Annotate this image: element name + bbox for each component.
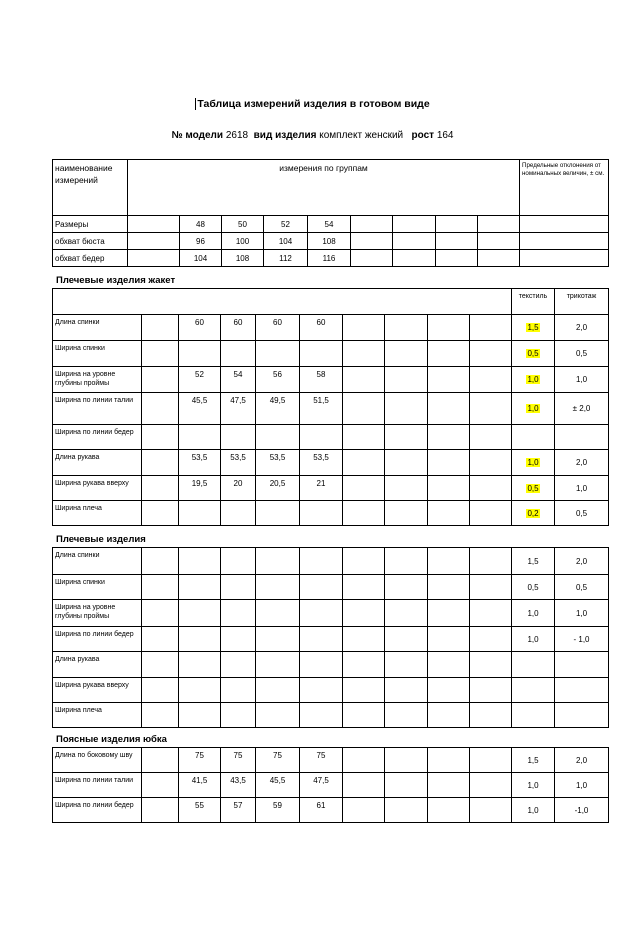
measure-row [53,341,609,367]
empty-cell [436,233,478,250]
value-cell: 56 [256,367,300,393]
textile-tolerance: 1,5 [512,548,555,575]
model-info [0,130,625,141]
row-label: Размеры [53,216,128,233]
value-cell [256,627,300,652]
measure-row [53,703,609,728]
empty-cell [343,548,385,575]
value-cell: 75 [300,748,343,773]
measure-row [53,476,609,501]
value-cell: 57 [221,798,256,823]
model-label: № модели [171,130,224,141]
empty-cell [470,450,512,476]
value-cell [300,341,343,367]
value-cell [256,600,300,627]
empty-cell [142,367,179,393]
height-value: 164 [436,130,454,141]
empty-cell [343,652,385,678]
value-cell: 100 [222,233,264,250]
value-cell: 58 [300,367,343,393]
value-cell [221,548,256,575]
textile-tolerance: 0,2 [512,501,555,526]
empty-cell [142,315,179,341]
type-label: вид изделия [253,130,317,141]
value-cell: 75 [256,748,300,773]
value-cell: 60 [221,315,256,341]
empty-cell [142,600,179,627]
tolerance-header: Предельные отклонения от номинальных величин, ± см. [520,160,609,216]
row-label: Ширина спинки [53,575,142,600]
value-cell [300,575,343,600]
row-label: Ширина спинки [53,341,142,367]
empty-cell [478,216,520,233]
empty-cell [343,450,385,476]
row-label: Длина спинки [53,548,142,575]
empty-cell [142,450,179,476]
measure-row [53,627,609,652]
value-cell [221,600,256,627]
textile-tolerance [512,678,555,703]
value-cell: 52 [179,367,221,393]
measure-row [53,678,609,703]
value-cell [221,341,256,367]
empty-cell [428,315,470,341]
empty-cell [343,575,385,600]
empty-cell [343,393,385,425]
value-cell: 104 [180,250,222,267]
empty-cell [428,678,470,703]
textile-tolerance: 1,0 [512,393,555,425]
empty-cell [343,627,385,652]
row-label: Длина по боковому шву [53,748,142,773]
textile-tolerance: 1,0 [512,450,555,476]
empty-cell [470,798,512,823]
row-label: обхват бедер [53,250,128,267]
col-textile: текстиль [512,289,555,315]
value-cell: 50 [222,216,264,233]
col-knit: трикотаж [555,289,609,315]
empty-cell [520,233,609,250]
value-cell: 20,5 [256,476,300,501]
value-cell: 54 [308,216,351,233]
groups-header: измерения по группам [128,160,520,216]
empty-cell [470,501,512,526]
value-cell: 75 [179,748,221,773]
textile-tolerance: 1,5 [512,748,555,773]
empty-cell [428,393,470,425]
value-cell [179,627,221,652]
empty-cell [520,216,609,233]
row-label: Длина спинки [53,315,142,341]
textile-tolerance: 0,5 [512,341,555,367]
measure-row [53,367,609,393]
value-cell [221,703,256,728]
measure-row [53,425,609,450]
row-label: Ширина плеча [53,703,142,728]
row-label: Ширина по линии талии [53,393,142,425]
empty-cell [343,476,385,501]
knit-tolerance [555,678,609,703]
measure-row [53,393,609,425]
empty-cell [142,773,179,798]
empty-cell [428,748,470,773]
empty-cell [343,315,385,341]
empty-cell [393,250,436,267]
value-cell [256,575,300,600]
empty-cell [428,600,470,627]
knit-tolerance: 1,0 [555,773,609,798]
textile-tolerance: 0,5 [512,476,555,501]
knit-tolerance: -1,0 [555,798,609,823]
empty-cell [142,703,179,728]
empty-cell [393,216,436,233]
value-cell: 53,5 [256,450,300,476]
measure-row [53,748,609,773]
value-cell [179,425,221,450]
empty-cell [470,678,512,703]
section3-title: Поясные изделия юбка [56,734,167,745]
value-cell [179,600,221,627]
value-cell [179,678,221,703]
value-cell [300,627,343,652]
empty-cell [343,367,385,393]
value-cell: 116 [308,250,351,267]
measure-row [53,600,609,627]
empty-cell [385,501,428,526]
empty-cell [385,425,428,450]
knit-tolerance: 1,0 [555,600,609,627]
knit-tolerance [555,652,609,678]
empty-cell [351,250,393,267]
row-label: Ширина по линии бедер [53,798,142,823]
value-cell [221,627,256,652]
empty-cell [428,703,470,728]
row-label: Ширина рукава вверху [53,476,142,501]
row-label: Ширина на уровне глубины проймы [53,600,142,627]
empty-cell [470,315,512,341]
empty-cell [142,425,179,450]
textile-tolerance [512,703,555,728]
value-cell: 45,5 [256,773,300,798]
row-label: обхват бюста [53,233,128,250]
value-cell [179,703,221,728]
empty-cell [470,773,512,798]
empty-cell [428,652,470,678]
knit-tolerance: 0,5 [555,575,609,600]
page-title: Таблица измерений изделия в готовом виде [197,98,430,110]
value-cell [256,341,300,367]
empty-cell [428,575,470,600]
textile-tolerance [512,425,555,450]
empty-cell [385,703,428,728]
value-cell: 75 [221,748,256,773]
section1-table [52,288,609,526]
empty-cell [351,233,393,250]
knit-tolerance: ± 2,0 [555,393,609,425]
value-cell: 108 [308,233,351,250]
measure-row [53,548,609,575]
row-label: Ширина плеча [53,501,142,526]
model-value: 2618 [225,130,249,141]
empty-cell [385,748,428,773]
measure-row [53,798,609,823]
empty-cell [142,393,179,425]
value-cell [300,548,343,575]
empty-cell [385,315,428,341]
value-cell: 61 [300,798,343,823]
empty-cell [470,748,512,773]
value-cell: 54 [221,367,256,393]
empty-cell [385,773,428,798]
empty-cell [393,233,436,250]
value-cell [300,652,343,678]
value-cell: 112 [264,250,308,267]
value-cell: 41,5 [179,773,221,798]
empty-cell [128,216,180,233]
empty-cell [470,703,512,728]
empty-cell [385,575,428,600]
value-cell [300,501,343,526]
empty-cell [428,548,470,575]
empty-cell [385,476,428,501]
header-row [53,216,609,233]
height-label: рост [411,130,435,141]
value-cell: 53,5 [300,450,343,476]
knit-tolerance: 0,5 [555,501,609,526]
empty-cell [470,627,512,652]
empty-cell [343,425,385,450]
empty-cell [385,678,428,703]
empty-cell [436,216,478,233]
value-cell [256,652,300,678]
value-cell [256,678,300,703]
value-cell: 20 [221,476,256,501]
empty-cell [142,476,179,501]
row-label: Длина рукава [53,450,142,476]
name-header: наименование измерений [53,160,128,216]
empty-cell [385,652,428,678]
empty-cell [385,450,428,476]
textile-tolerance: 1,0 [512,798,555,823]
empty-cell [142,341,179,367]
empty-cell [428,341,470,367]
knit-tolerance: 2,0 [555,748,609,773]
section3-table [52,747,609,823]
empty-cell [428,501,470,526]
empty-cell [470,575,512,600]
empty-cell [385,341,428,367]
measure-row [53,315,609,341]
empty-cell [428,798,470,823]
value-cell: 60 [256,315,300,341]
section1-title: Плечевые изделия жакет [56,275,176,286]
value-cell [221,501,256,526]
value-cell: 53,5 [179,450,221,476]
empty-cell [428,476,470,501]
empty-cell [142,575,179,600]
header-table [52,159,609,267]
value-cell [300,600,343,627]
knit-tolerance: 2,0 [555,450,609,476]
value-cell: 108 [222,250,264,267]
header-row [53,233,609,250]
empty-cell [142,798,179,823]
value-cell [256,425,300,450]
value-cell [221,678,256,703]
empty-cell [385,600,428,627]
empty-cell [428,367,470,393]
measure-row [53,652,609,678]
empty-cell [385,548,428,575]
value-cell: 53,5 [221,450,256,476]
empty-cell [343,703,385,728]
textile-tolerance: 1,0 [512,600,555,627]
header-row [53,250,609,267]
value-cell [300,703,343,728]
value-cell: 48 [180,216,222,233]
empty-cell [428,425,470,450]
value-cell [221,575,256,600]
value-cell [256,548,300,575]
empty-cell [478,250,520,267]
value-cell: 47,5 [300,773,343,798]
empty-cell [343,501,385,526]
knit-tolerance: 2,0 [555,548,609,575]
measure-row [53,501,609,526]
value-cell: 60 [300,315,343,341]
value-cell: 55 [179,798,221,823]
textile-tolerance: 1,0 [512,627,555,652]
textile-tolerance: 1,0 [512,367,555,393]
empty-cell [343,748,385,773]
section2-title: Плечевые изделия [56,534,146,545]
empty-cell [142,627,179,652]
empty-cell [520,250,609,267]
value-cell: 52 [264,216,308,233]
row-label: Ширина на уровне глубины проймы [53,367,142,393]
empty-cell [385,627,428,652]
textile-tolerance: 0,5 [512,575,555,600]
textile-tolerance: 1,5 [512,315,555,341]
empty-cell [142,548,179,575]
textile-tolerance [512,652,555,678]
empty-cell [142,748,179,773]
empty-cell [343,678,385,703]
value-cell: 21 [300,476,343,501]
value-cell: 59 [256,798,300,823]
value-cell [179,501,221,526]
empty-cell [470,341,512,367]
row-label: Ширина по линии бедер [53,627,142,652]
empty-cell [428,450,470,476]
row-label: Ширина рукава вверху [53,678,142,703]
empty-cell [470,600,512,627]
value-cell [300,425,343,450]
value-cell [221,652,256,678]
value-cell [179,548,221,575]
type-value: комплект женский [319,130,404,141]
empty-cell [343,773,385,798]
value-cell: 19,5 [179,476,221,501]
empty-cell [385,367,428,393]
measure-row [53,575,609,600]
empty-cell [470,393,512,425]
empty-cell [128,250,180,267]
value-cell: 45,5 [179,393,221,425]
value-cell: 104 [264,233,308,250]
knit-tolerance: 1,0 [555,476,609,501]
empty-cell [343,798,385,823]
knit-tolerance: 0,5 [555,341,609,367]
empty-cell [478,233,520,250]
empty-cell [142,501,179,526]
row-label: Ширина по линии талии [53,773,142,798]
value-cell [179,652,221,678]
empty-cell [428,627,470,652]
empty-cell [385,798,428,823]
row-label: Ширина по линии бедер [53,425,142,450]
value-cell [256,703,300,728]
textile-tolerance: 1,0 [512,773,555,798]
value-cell [179,575,221,600]
empty-cell [343,341,385,367]
knit-tolerance: 2,0 [555,315,609,341]
value-cell [300,678,343,703]
row-label: Длина рукава [53,652,142,678]
empty-cell [385,393,428,425]
empty-cell [128,233,180,250]
empty-cell [436,250,478,267]
value-cell [221,425,256,450]
empty-cell [470,548,512,575]
empty-cell [343,600,385,627]
section2-table [52,547,609,728]
empty-cell [470,367,512,393]
empty-cell [142,652,179,678]
empty-cell [470,652,512,678]
knit-tolerance [555,425,609,450]
measure-row [53,450,609,476]
empty-cell [470,476,512,501]
empty-cell [142,678,179,703]
empty-cell [351,216,393,233]
value-cell: 43,5 [221,773,256,798]
knit-tolerance: - 1,0 [555,627,609,652]
value-cell: 60 [179,315,221,341]
value-cell [179,341,221,367]
value-cell: 47,5 [221,393,256,425]
value-cell: 96 [180,233,222,250]
value-cell: 51,5 [300,393,343,425]
empty-cell [428,773,470,798]
value-cell: 49,5 [256,393,300,425]
measure-row [53,773,609,798]
knit-tolerance [555,703,609,728]
knit-tolerance: 1,0 [555,367,609,393]
empty-cell [470,425,512,450]
value-cell [256,501,300,526]
